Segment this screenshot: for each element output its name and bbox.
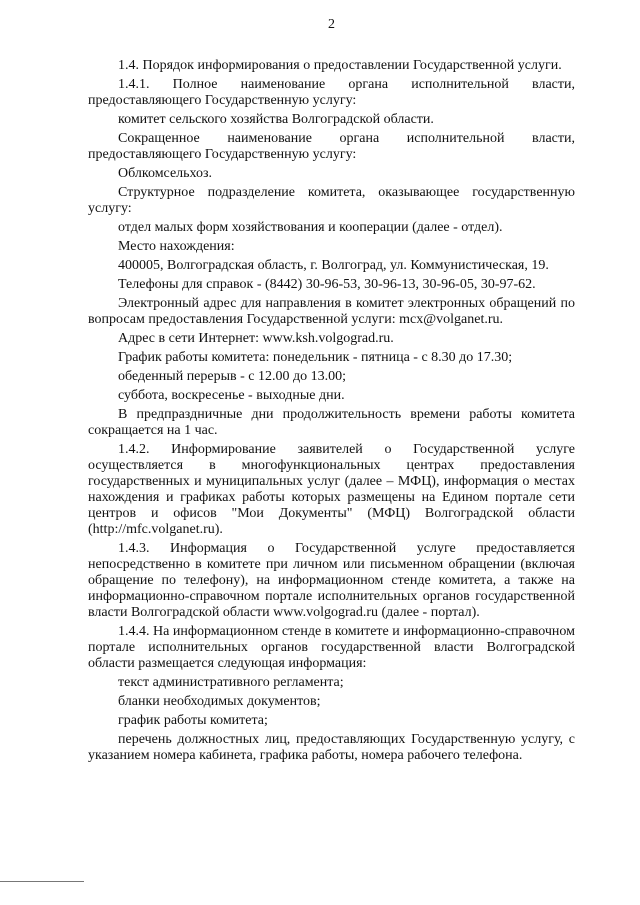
paragraph-structural-unit-label: Структурное подразделение комитета, оказывающее государственную услугу: — [88, 185, 575, 216]
paragraph-location-label: Место нахождения: — [118, 239, 235, 254]
paragraph-email: Электронный адрес для направления в комитет электронных обращений по вопросам предоставления Государственной услуги: mcx@volganet.ru. — [88, 296, 575, 327]
paragraph-preholiday: В предпраздничные дни продолжительность времени работы комитета сокращается на 1 час. — [88, 407, 575, 438]
list-item-schedule: график работы комитета; — [118, 713, 268, 728]
paragraph-1-4-2: 1.4.2. Информирование заявителей о Государственной услуге осуществляется в многофункциональных центрах предоставления государственных и муниципальных услуг (далее – МФЦ), информация о местах нахождения и графиках работы которых размещены на Едином портале сети центров и офисов "Мои Документы" (МФЦ) Волгоградской области (http://mfc.volganet.ru). — [88, 442, 575, 537]
paragraph-full-name: комитет сельского хозяйства Волгоградской области. — [118, 112, 434, 127]
page-number: 2 — [328, 17, 335, 32]
paragraph-lunch-break: обеденный перерыв - с 12.00 до 13.00; — [118, 369, 347, 384]
paragraph-1-4-4: 1.4.4. На информационном стенде в комитете и информационно-справочном портале исполнительных органов государственной власти Волгоградской области размещается следующая информация: — [88, 624, 575, 671]
paragraph-short-name: Облкомсельхоз. — [118, 166, 213, 181]
footnote-divider — [0, 881, 84, 882]
paragraph-1-4-1: 1.4.1. Полное наименование органа исполнительной власти, предоставляющего Государственную услугу: — [88, 77, 575, 108]
document-page — [88, 0, 575, 905]
section-heading-1-4: 1.4. Порядок информирования о предоставлении Государственной услуги. — [118, 58, 562, 73]
paragraph-weekend: суббота, воскресенье - выходные дни. — [118, 388, 345, 403]
paragraph-address: 400005, Волгоградская область, г. Волгоград, ул. Коммунистическая, 19. — [118, 258, 549, 273]
paragraph-short-name-label: Сокращенное наименование органа исполнительной власти, предоставляющего Государственную услугу: — [88, 131, 575, 162]
paragraph-1-4-3: 1.4.3. Информация о Государственной услуге предоставляется непосредственно в комитете при личном или письменном обращении (включая обращение по телефону), на информационном стенде комитета, а также на информационно-справочном портале исполнительных органов государственной власти Волгоградской области www.volgograd.ru (далее - портал). — [88, 541, 575, 620]
paragraph-structural-unit: отдел малых форм хозяйствования и кооперации (далее - отдел). — [118, 220, 503, 235]
list-item-regulation-text: текст административного регламента; — [118, 675, 344, 690]
document-body — [88, 58, 575, 767]
paragraph-phones: Телефоны для справок - (8442) 30-96-53, 30-96-13, 30-96-05, 30-97-62. — [118, 277, 536, 292]
list-item-officials: перечень должностных лиц, предоставляющих Государственную услугу, с указанием номера кабинета, графика работы, номера рабочего телефона. — [88, 732, 575, 763]
paragraph-schedule: График работы комитета: понедельник - пятница - с 8.30 до 17.30; — [118, 350, 513, 365]
list-item-forms: бланки необходимых документов; — [118, 694, 321, 709]
paragraph-website: Адрес в сети Интернет: www.ksh.volgograd.ru. — [118, 331, 394, 346]
